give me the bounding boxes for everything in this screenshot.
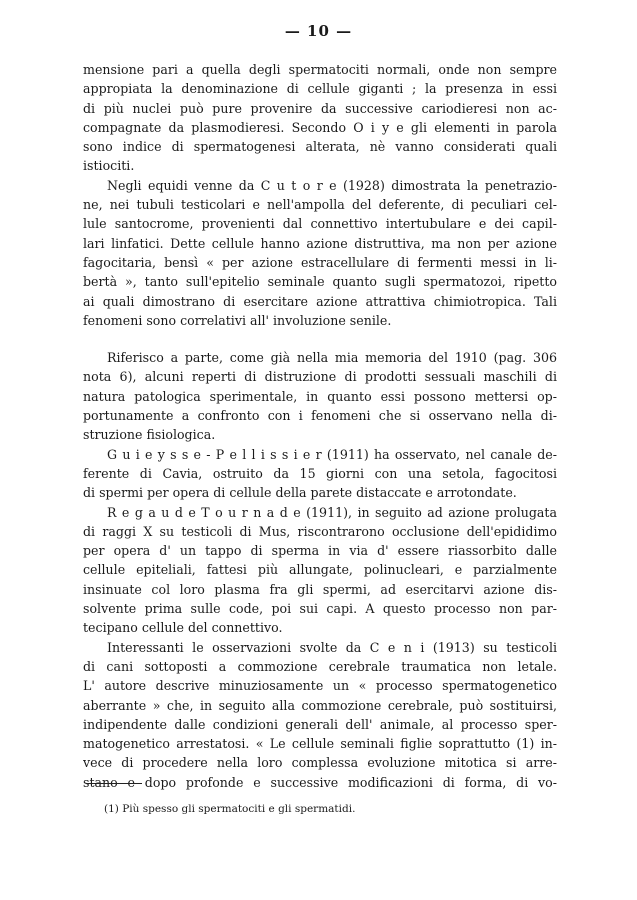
page-number: — 10 —: [284, 22, 353, 40]
text-line: L' autore descrive minuziosamente un « processo spermatogenetico: [83, 678, 557, 694]
text-line: stano e dopo profonde e successive modificazioni di forma, di vo-: [83, 774, 557, 790]
footnote: (1) Più spesso gli spermatociti e gli spermatidi.: [104, 803, 356, 815]
text-line: vece di procedere nella loro complessa evoluzione mitotica si arre-: [83, 755, 557, 771]
text-line: ai quali dimostrano di esercitare azione attrattiva chimiotropica. Tali: [83, 293, 557, 309]
text-line: matogenetico arrestatosi. « Le cellule seminali figlie soprattutto (1) in-: [83, 736, 557, 752]
text-line: di più nuclei può pure provenire da successive cariodieresi non ac-: [83, 100, 557, 116]
footnote-divider: [86, 783, 142, 784]
paragraph: [83, 176, 557, 330]
text-line: lari linfatici. Dette cellule hanno azione distruttiva, ma non per azione: [83, 235, 557, 251]
text-line: lule santocrome, provenienti dal connettivo intertubulare e dei capil-: [83, 216, 557, 232]
text-line: insinuate col loro plasma fra gli spermi, ad esercitarvi azione dis-: [83, 581, 557, 597]
text-line: indipendente dalle condizioni generali dell' animale, al processo sper-: [83, 716, 557, 732]
text-line: bertà », tanto sull'epitelio seminale quanto sugli spermatozoi, ripetto: [83, 274, 557, 290]
paragraph-gap: [83, 330, 557, 348]
text-line: fagocitaria, bensì « per azione estracellulare di fermenti messi in li-: [83, 254, 557, 270]
text-line: portunamente a confronto con i fenomeni che si osservano nella di-: [83, 408, 557, 424]
text-line: appropiata la denominazione di cellule giganti ; la presenza in essi: [83, 81, 557, 97]
paragraph: [83, 638, 557, 792]
text-line: R e g a u d e T o u r n a d e (1911), in seguito ad azione prolugata: [107, 504, 557, 520]
paragraph: [83, 445, 557, 503]
text-line: compagnate da plasmodieresi. Secondo O i y e gli elementi in parola: [83, 119, 557, 135]
text-line: di cani sottoposti a commozione cerebrale traumatica non letale.: [83, 658, 557, 674]
body-text: [83, 60, 557, 792]
text-line: tecipano cellule del connettivo.: [83, 620, 283, 636]
text-line: ne, nei tubuli testicolari e nell'ampolla del deferente, di peculiari cel-: [83, 197, 557, 213]
text-line: nota 6), alcuni reperti di distruzione di prodotti sessuali maschili di: [83, 369, 557, 385]
text-line: natura patologica sperimentale, in quanto essi possono mettersi op-: [83, 388, 557, 404]
text-line: Interessanti le osservazioni svolte da C e n i (1913) su testicoli: [107, 639, 557, 655]
text-line: G u i e y s s e - P e l l i s s i e r (1911) ha osservato, nel canale de-: [107, 446, 557, 462]
text-line: fenomeni sono correlativi all' involuzione senile.: [83, 312, 392, 328]
text-line: di raggi X su testicoli di Mus, riscontrarono occlusione dell'epididimo: [83, 523, 557, 539]
paragraph: [83, 503, 557, 638]
text-line: struzione fisiologica.: [83, 427, 216, 443]
text-line: Riferisco a parte, come già nella mia memoria del 1910 (pag. 306: [107, 350, 557, 366]
text-line: istiociti.: [83, 158, 135, 174]
text-line: cellule epiteliali, fattesi più allungate, polinucleari, e parzialmente: [83, 562, 557, 578]
text-line: per opera d' un tappo di sperma in via d' essere riassorbito dalle: [83, 543, 557, 559]
text-line: ferente di Cavia, ostruito da 15 giorni con una setola, fagocitosi: [83, 465, 557, 481]
paragraph: [83, 60, 557, 176]
text-line: sono indice di spermatogenesi alterata, nè vanno considerati quali: [83, 139, 557, 155]
text-line: solvente prima sulle code, poi sui capi. A questo processo non par-: [83, 601, 557, 617]
paragraph: [83, 348, 557, 444]
text-line: di spermi per opera di cellule della parete distaccate e arrotondate.: [83, 485, 517, 501]
text-line: Negli equidi venne da C u t o r e (1928) dimostrata la penetrazio-: [107, 177, 557, 193]
text-line: mensione pari a quella degli spermatociti normali, onde non sempre: [83, 62, 557, 77]
text-line: aberrante » che, in seguito alla commozione cerebrale, può sostituirsi,: [83, 697, 557, 713]
